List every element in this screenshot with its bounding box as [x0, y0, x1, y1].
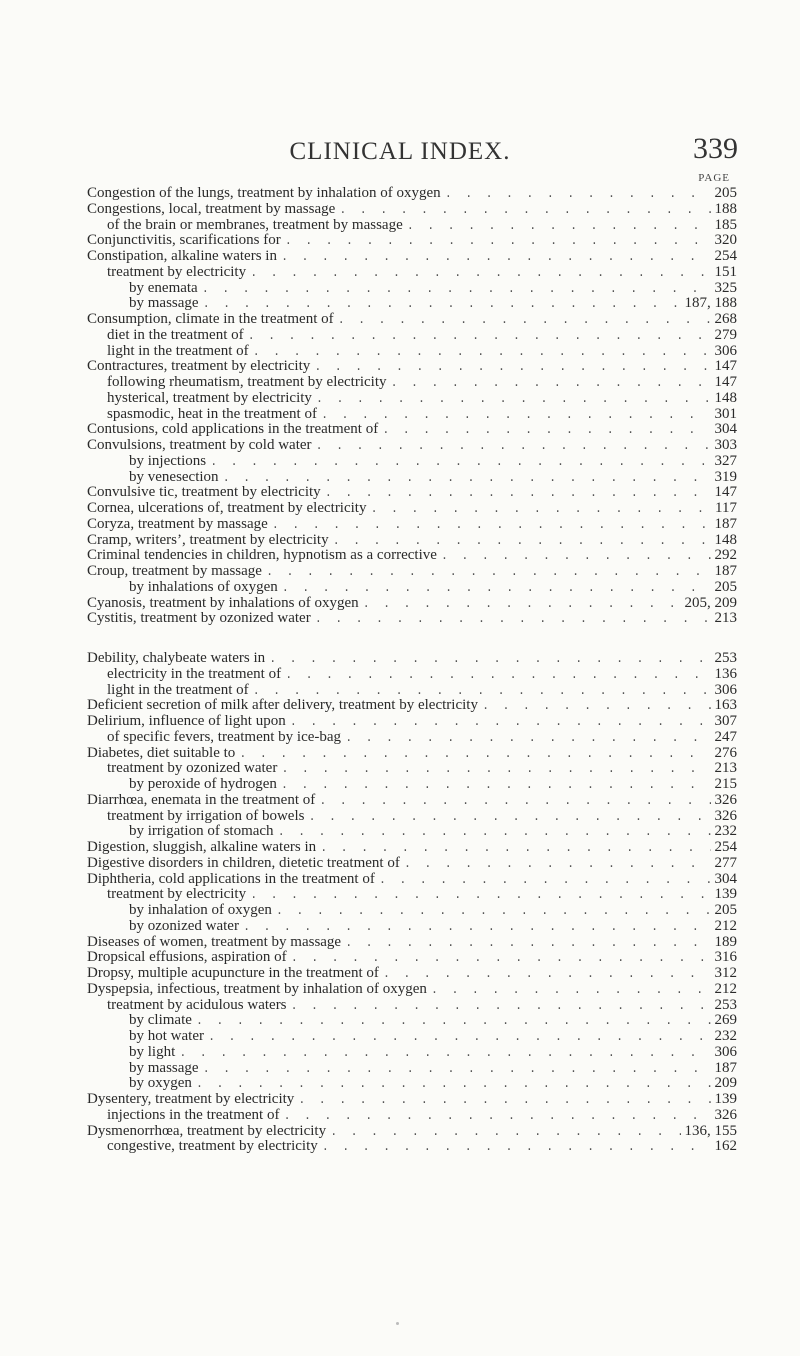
- index-entry-text: Diseases of women, treatment by massage: [87, 933, 342, 950]
- index-entry-page: 306: [714, 681, 737, 698]
- index-entry-page: 312: [714, 965, 737, 981]
- index-entry-text: Dysentery, treatment by electricity: [87, 1091, 295, 1107]
- index-entry-page: 303: [714, 437, 737, 453]
- index-entry-page: 301: [714, 405, 737, 422]
- index-entry-page: 253: [714, 650, 737, 666]
- running-head-title: CLINICAL INDEX.: [289, 138, 511, 165]
- index-entry-text: Deficient secretion of milk after delivery, treatment by electricity: [87, 697, 478, 714]
- dot-leader: [250, 266, 710, 282]
- index-entry-page: 148: [714, 389, 737, 406]
- index-entry: [87, 903, 737, 919]
- dot-leader: [253, 345, 711, 361]
- dot-leader: [345, 731, 710, 747]
- index-entry-page: 163: [714, 697, 737, 714]
- index-entry: [87, 470, 737, 486]
- index-entry-text: light in the treatment of: [107, 342, 249, 359]
- index-entry: [87, 517, 737, 533]
- index-entry-text: Conjunctivitis, scarifications for: [87, 232, 281, 249]
- index-entry-page: 326: [714, 1106, 737, 1123]
- index-entry: [87, 1124, 737, 1140]
- dot-leader: [290, 715, 711, 731]
- index-entry-page: 117: [715, 500, 737, 516]
- dot-leader: [315, 612, 711, 628]
- index-entry-page: 213: [714, 610, 737, 627]
- dot-leader: [285, 668, 710, 684]
- index-entry: [87, 998, 737, 1014]
- running-head: [0, 132, 800, 172]
- index-entry: [87, 1076, 737, 1092]
- dot-leader: [308, 810, 710, 826]
- index-entry: [87, 793, 737, 809]
- index-entry-text: by climate: [129, 1012, 192, 1029]
- index-entry-page: 205: [714, 578, 737, 595]
- index-entry-text: by massage: [129, 295, 199, 312]
- index-entry-text: by irrigation of stomach: [129, 823, 274, 840]
- index-entry-text: Dyspepsia, infectious, treatment by inhalation of oxygen: [87, 980, 427, 997]
- index-entry-page: 279: [714, 326, 737, 343]
- index-entry: [87, 966, 737, 982]
- index-entry: [87, 564, 737, 580]
- index-entry-page: 136, 155: [684, 1122, 737, 1139]
- index-entry-text: congestive, treatment by electricity: [107, 1138, 318, 1155]
- index-entry-text: Cornea, ulcerations of, treatment by electricity: [87, 500, 367, 516]
- dot-leader: [345, 936, 710, 952]
- index-entry-text: Consumption, climate in the treatment of: [87, 311, 334, 327]
- index-entry: [87, 856, 737, 872]
- dot-leader: [278, 825, 711, 841]
- index-entry: [87, 312, 737, 328]
- index-entry-text: treatment by acidulous waters: [107, 996, 287, 1013]
- index-entry-page: 213: [714, 760, 737, 777]
- index-entry-page: 306: [714, 342, 737, 359]
- index-entry-text: by oxygen: [129, 1075, 192, 1092]
- index-entry-page: 269: [714, 1012, 737, 1029]
- index-entry: [87, 714, 737, 730]
- dot-leader: [325, 486, 711, 502]
- index-entry-text: Coryza, treatment by massage: [87, 515, 268, 532]
- dot-leader: [272, 518, 711, 534]
- dot-leader: [250, 888, 710, 904]
- dot-leader: [383, 967, 711, 983]
- index-entry-text: treatment by electricity: [107, 263, 247, 280]
- index-entry: [87, 746, 737, 762]
- index-entry-text: by ozonized water: [129, 917, 239, 934]
- index-entry: [87, 233, 737, 249]
- index-entry-page: 276: [714, 744, 737, 761]
- index-entry-page: 232: [714, 1028, 737, 1044]
- index-entry: [87, 375, 737, 391]
- index-entry: [87, 887, 737, 903]
- index-entry: [87, 501, 737, 517]
- index-entry-text: spasmodic, heat in the treatment of: [107, 405, 317, 422]
- page-number: 339: [693, 132, 738, 165]
- index-entry-text: Dysmenorrhœa, treatment by electricity: [87, 1122, 327, 1139]
- index-entry-page: 187: [714, 563, 737, 579]
- index-entry-text: Digestion, sluggish, alkaline waters in: [87, 839, 317, 855]
- index-entry-text: treatment by electricity: [107, 886, 247, 903]
- index-entry-text: Delirium, influence of light upon: [87, 713, 286, 729]
- index-entry: [87, 218, 737, 234]
- index-entry: [87, 344, 737, 360]
- dot-leader: [281, 250, 711, 266]
- index-entry-text: Convulsive tic, treatment by electricity: [87, 484, 321, 501]
- dot-leader: [379, 873, 711, 889]
- index-entry-text: Cystitis, treatment by ozonized water: [87, 610, 311, 627]
- dot-leader: [316, 392, 711, 408]
- index-entry-text: Congestion of the lungs, treatment by inhalation of oxygen: [87, 185, 441, 201]
- index-entry-text: by injections: [129, 452, 207, 469]
- dot-leader: [239, 747, 710, 763]
- index-entry: [87, 935, 737, 951]
- index-entry-page: 253: [714, 996, 737, 1013]
- index-entry: [87, 454, 737, 470]
- index-entry: [87, 249, 737, 265]
- dot-leader: [281, 778, 711, 794]
- index-entry-text: Contusions, cold applications in the treatment of: [87, 421, 379, 438]
- index-entry-text: of specific fevers, treatment by ice-bag: [107, 728, 342, 745]
- index-entry-page: 304: [714, 870, 737, 887]
- dot-leader: [276, 904, 711, 920]
- index-entry-text: Diarrhœa, enemata in the treatment of: [87, 791, 316, 808]
- dot-leader: [404, 857, 711, 873]
- index-entry-text: Dropsical effusions, aspiration of: [87, 949, 287, 966]
- dot-leader: [179, 1046, 710, 1062]
- index-entry-text: Debility, chalybeate waters in: [87, 650, 266, 666]
- index-entry-page: 320: [714, 232, 737, 249]
- index-entry: [87, 698, 737, 714]
- index-entry-page: 187: [714, 1059, 737, 1076]
- index-entry-text: by inhalations of oxygen: [129, 578, 278, 595]
- dot-leader: [431, 983, 711, 999]
- index-entry: [87, 1061, 737, 1077]
- index-entry: [87, 1108, 737, 1124]
- index-entry: [87, 422, 737, 438]
- index-entry: [87, 186, 737, 202]
- index-entry-text: Digestive disorders in children, dietetic treatment of: [87, 854, 400, 871]
- dot-leader: [319, 794, 710, 810]
- index-entry-text: by enemata: [129, 279, 198, 296]
- index-entry: [87, 1092, 737, 1108]
- index-entry: [87, 485, 737, 501]
- index-entry: [87, 533, 737, 549]
- index-entry: [87, 919, 737, 935]
- index-entry: [87, 872, 737, 888]
- index-entry-page: 325: [714, 279, 737, 296]
- dot-leader: [391, 376, 711, 392]
- dot-leader: [316, 439, 711, 455]
- index-entry-page: 316: [714, 949, 737, 966]
- index-entry: [87, 840, 737, 856]
- index-entry-page: 189: [714, 933, 737, 950]
- index-entry: [87, 1013, 737, 1029]
- index-entry-page: 187, 188: [684, 295, 737, 312]
- index-entry-text: by inhalation of oxygen: [129, 902, 272, 918]
- index-entry-text: by massage: [129, 1059, 199, 1076]
- index-entry-text: electricity in the treatment of: [107, 665, 282, 682]
- index-entry-text: Congestions, local, treatment by massage: [87, 200, 336, 217]
- paper-speck: [396, 1322, 399, 1325]
- index-entry-page: 306: [714, 1043, 737, 1060]
- dot-leader: [482, 699, 711, 715]
- dot-leader: [338, 313, 711, 329]
- index-entry: [87, 761, 737, 777]
- index-entry-page: 277: [714, 854, 737, 871]
- index-entry: [87, 651, 737, 667]
- index-entry-page: 187: [714, 515, 737, 532]
- dot-leader: [321, 408, 711, 424]
- index-entry: [87, 281, 737, 297]
- index-entry-page: 209: [714, 1075, 737, 1092]
- index-entry-page: 292: [714, 547, 737, 564]
- index-entry: [87, 777, 737, 793]
- index-entry-text: following rheumatism, treatment by electricity: [107, 374, 387, 390]
- index-entry: [87, 548, 737, 564]
- index-entry: [87, 359, 737, 375]
- dot-leader: [248, 329, 711, 345]
- index-entry-text: Contractures, treatment by electricity: [87, 358, 311, 375]
- index-entry-page: 254: [714, 839, 737, 855]
- dot-leader: [269, 652, 710, 668]
- index-entry-page: 185: [714, 216, 737, 233]
- index-entry: [87, 407, 737, 423]
- index-entry-page: 327: [714, 452, 737, 469]
- index-entry-text: treatment by ozonized water: [107, 760, 278, 777]
- dot-leader: [441, 549, 711, 565]
- index-entry-text: Croup, treatment by massage: [87, 563, 262, 579]
- index-entry-text: treatment by irrigation of bowels: [107, 807, 305, 824]
- index-entry-page: 136: [714, 665, 737, 682]
- index-entry-text: Criminal tendencies in children, hypnotism as a corrective: [87, 547, 437, 564]
- index-entry-text: diet in the treatment of: [107, 326, 244, 343]
- index-entry-page: 268: [714, 311, 737, 327]
- index-entry-text: Cramp, writers’, treatment by electricity: [87, 531, 329, 548]
- index-entry-page: 147: [714, 484, 737, 501]
- dot-leader: [445, 187, 711, 203]
- index-entry-text: by peroxide of hydrogen: [129, 776, 277, 792]
- index-entry-text: light in the treatment of: [107, 681, 249, 698]
- index-entry-page: 148: [714, 531, 737, 548]
- index-entry-text: Convulsions, treatment by cold water: [87, 437, 312, 453]
- index-entry-page: 205, 209: [684, 594, 737, 611]
- index-entry-page: 205: [714, 185, 737, 201]
- index-entry-text: by venesection: [129, 468, 219, 485]
- index-entry: [87, 824, 737, 840]
- dot-leader: [363, 597, 681, 613]
- index-entry-text: Dropsy, multiple acupuncture in the treatment of: [87, 965, 379, 981]
- dot-leader: [407, 219, 711, 235]
- dot-leader: [370, 502, 711, 518]
- index-entry-page: 247: [714, 728, 737, 745]
- dot-leader: [283, 1109, 710, 1125]
- dot-leader: [202, 282, 711, 298]
- dot-leader: [322, 1140, 711, 1156]
- index-entry-text: Diabetes, diet suitable to: [87, 744, 236, 761]
- index-entry-page: 151: [714, 263, 737, 280]
- index-entry: [87, 611, 737, 627]
- index-entry-text: of the brain or membranes, treatment by massage: [107, 216, 403, 233]
- index-entry-page: 307: [714, 713, 737, 729]
- index-entry-text: hysterical, treatment by electricity: [107, 389, 312, 406]
- index-entry: [87, 296, 737, 312]
- index-entry-page: 212: [714, 917, 737, 934]
- index-entry: [87, 809, 737, 825]
- dot-leader: [281, 762, 710, 778]
- index-entry-page: 147: [714, 358, 737, 375]
- page-column-label: PAGE: [698, 172, 730, 184]
- index-entry-text: injections in the treatment of: [107, 1106, 280, 1123]
- dot-leader: [382, 423, 710, 439]
- index-entry-page: 326: [714, 791, 737, 808]
- index-entry: [87, 950, 737, 966]
- index-entry-page: 326: [714, 807, 737, 824]
- index-entry-page: 212: [714, 980, 737, 997]
- index-entry-text: Cyanosis, treatment by inhalations of oxygen: [87, 594, 359, 611]
- index-entry-page: 304: [714, 421, 737, 438]
- section-gap: [87, 627, 737, 651]
- dot-leader: [266, 565, 711, 581]
- dot-leader: [330, 1125, 680, 1141]
- clinical-index-list: [87, 186, 737, 1155]
- index-entry-page: 147: [714, 374, 737, 390]
- index-entry: [87, 391, 737, 407]
- index-entry: [87, 328, 737, 344]
- index-entry-page: 254: [714, 248, 737, 264]
- index-entry: [87, 596, 737, 612]
- index-entry: [87, 580, 737, 596]
- index-entry: [87, 202, 737, 218]
- dot-leader: [291, 999, 711, 1015]
- index-entry-text: by light: [129, 1043, 176, 1060]
- index-entry: [87, 730, 737, 746]
- index-entry-page: 139: [714, 886, 737, 903]
- index-entry-page: 205: [714, 902, 737, 918]
- index-entry-page: 215: [714, 776, 737, 792]
- index-entry-text: Diphtheria, cold applications in the treatment of: [87, 870, 375, 887]
- index-entry: [87, 438, 737, 454]
- dot-leader: [298, 1093, 710, 1109]
- index-entry-page: 232: [714, 823, 737, 840]
- index-entry: [87, 683, 737, 699]
- index-entry-page: 139: [714, 1091, 737, 1107]
- index-entry-page: 188: [714, 200, 737, 217]
- dot-leader: [208, 1030, 711, 1046]
- index-entry: [87, 982, 737, 998]
- index-entry: [87, 1139, 737, 1155]
- index-entry-text: by hot water: [129, 1028, 204, 1044]
- index-entry: [87, 265, 737, 281]
- index-entry: [87, 667, 737, 683]
- dot-leader: [196, 1014, 711, 1030]
- index-entry: [87, 1029, 737, 1045]
- dot-leader: [285, 234, 711, 250]
- index-entry: [87, 1045, 737, 1061]
- dot-leader: [203, 1062, 711, 1078]
- index-entry-text: Constipation, alkaline waters in: [87, 248, 277, 264]
- index-entry-page: 319: [714, 468, 737, 485]
- index-entry-page: 162: [714, 1138, 737, 1155]
- dot-leader: [210, 455, 710, 471]
